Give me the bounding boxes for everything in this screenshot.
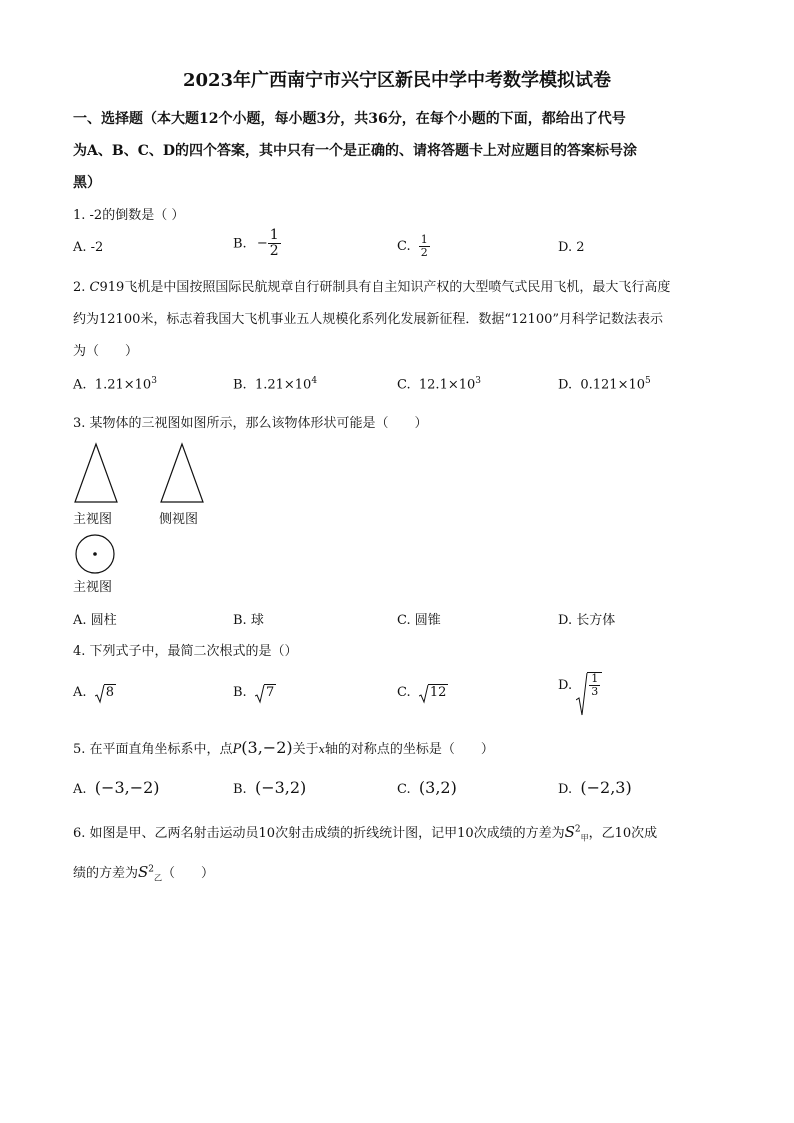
q2-stem-line2: 约为12100米，标志着我国大飞机事业五人规模化系列化发展新征程．数据“12100”月科学记数法表示 bbox=[73, 312, 664, 327]
q3-option-c: C. 圆锥 bbox=[397, 613, 441, 628]
front-view-triangle bbox=[72, 442, 120, 504]
q1-option-c: C. $\frac{1}{2}$ bbox=[397, 233, 428, 260]
q3-option-b: B. 球 bbox=[233, 613, 264, 628]
q1-option-b: B. − $\frac{1}{2}$ bbox=[233, 227, 279, 260]
q5-stem: 5. 在平面直角坐标系中，点P(3,−2)关于x轴的对称点的坐标是（ ） bbox=[73, 738, 494, 757]
top-view-circle bbox=[72, 534, 118, 576]
side-view-triangle bbox=[158, 442, 206, 504]
q5-option-b: B. (−3,2) bbox=[233, 778, 307, 797]
q2-option-d: D. $0.121\times 10^5$ bbox=[558, 376, 651, 393]
q2-stem-line1: 2. C919飞机是中国按照国际民航规章自行研制具有自主知识产权的大型喷气式民用飞机，最大飞行高度 bbox=[73, 280, 671, 295]
q5-option-d: D. (−2,3) bbox=[558, 778, 632, 797]
side-view-label: 侧视图 bbox=[159, 512, 199, 527]
q3-option-d: D. 长方体 bbox=[558, 613, 616, 628]
top-view-label: 主视图 bbox=[73, 580, 113, 595]
page-title: 2023年广西南宁市兴宁区新民中学中考数学模拟试卷 bbox=[182, 70, 612, 91]
q1-stem: 1. -2的倒数是（ ） bbox=[73, 208, 185, 223]
q2-option-c: C. $12.1\times 10^3$ bbox=[397, 376, 482, 393]
q4-stem: 4. 下列式子中，最简二次根式的是（） bbox=[73, 644, 298, 659]
q1-option-a: A. -2 bbox=[73, 240, 104, 255]
q4-option-b: B. 7 bbox=[233, 685, 275, 700]
q6-stem-line1: 6. 如图是甲、乙两名射击运动员10次射击成绩的折线统计图，记甲10次成绩的方差为$S^2_甲$，乙10次成 bbox=[73, 823, 658, 843]
q4-option-c: C. 12 bbox=[397, 685, 447, 700]
q1-option-d: D. 2 bbox=[558, 240, 585, 255]
section-heading-line2: 为A、B、C、D的四个答案，其中只有一个是正确的、请将答题卡上对应题目的答案标号涂 bbox=[73, 143, 637, 159]
q2-option-a: A. $1.21\times 10^3$ bbox=[73, 376, 157, 393]
section-heading-line3: 黑） bbox=[73, 175, 101, 191]
q2-option-b: B. $1.21\times 10^4$ bbox=[233, 376, 318, 393]
q5-option-c: C. (3,2) bbox=[397, 778, 457, 797]
q3-option-a: A. 圆柱 bbox=[73, 613, 117, 628]
section-heading-line1: 一、选择题（本大题12个小题，每小题3分，共36分，在每个小题的下面，都给出了代号 bbox=[73, 111, 626, 127]
q6-stem-line2: 绩的方差为$S^2_乙$（ ） bbox=[73, 863, 215, 883]
q4-option-a: A. 8 bbox=[73, 685, 115, 700]
q2-stem-line3: 为（ ） bbox=[73, 344, 139, 359]
q3-stem: 3. 某物体的三视图如图所示，那么该物体形状可能是（ ） bbox=[73, 416, 428, 431]
q4-option-d: D. $\frac{1}{3}$ bbox=[558, 672, 602, 698]
q5-option-a: A. (−3,−2) bbox=[73, 778, 160, 797]
front-view-label: 主视图 bbox=[73, 512, 113, 527]
